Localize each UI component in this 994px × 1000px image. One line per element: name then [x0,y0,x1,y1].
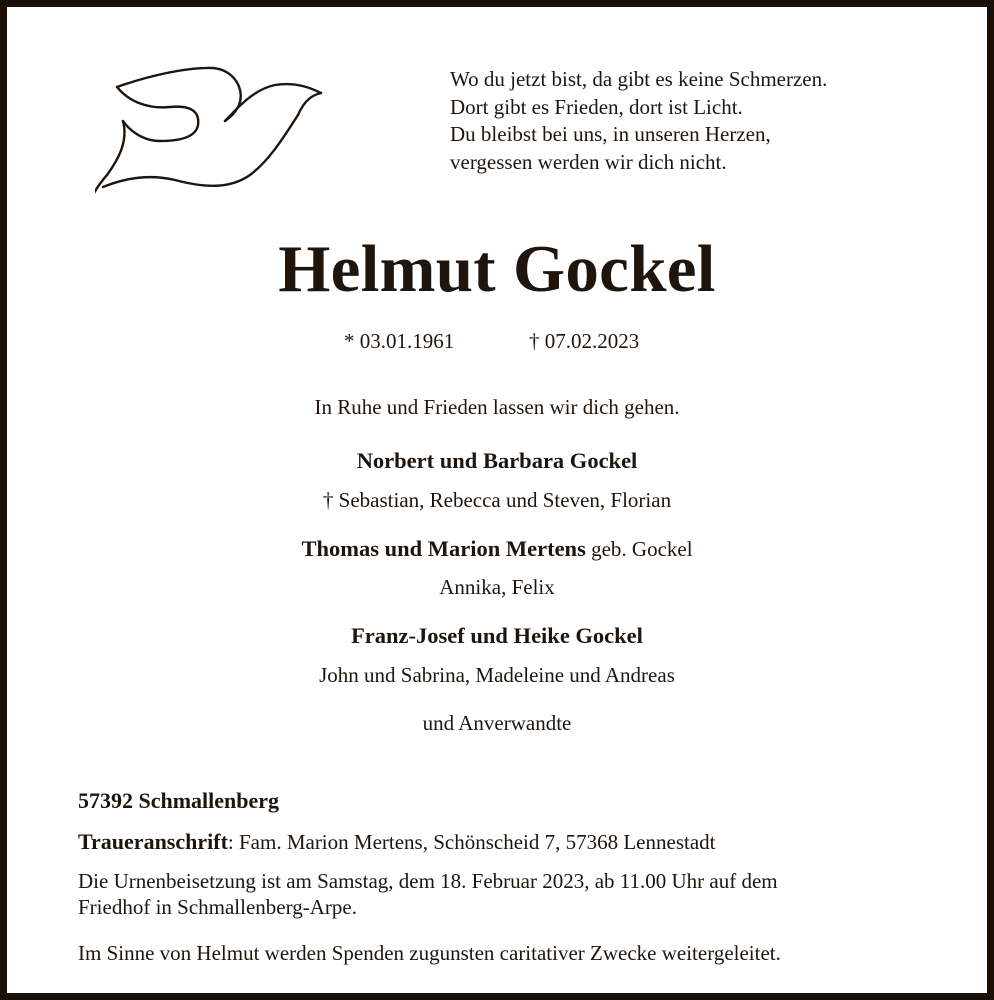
burial-line-1: Die Urnenbeisetzung ist am Samstag, dem 18. Februar 2023, ab 11.00 Uhr auf dem [78,869,778,893]
burial-line-2: Friedhof in Schmallenberg-Arpe. [78,895,357,919]
poem [450,66,827,176]
poem-line: vergessen werden wir dich nicht. [450,149,727,174]
poem-line: Wo du jetzt bist, da gibt es keine Schmerzen. [450,67,828,91]
mourner-suffix-2: geb. Gockel [591,537,693,561]
mourner-names-2: Thomas und Marion Mertens [301,536,586,561]
place-line: 57392 Schmallenberg [78,788,280,813]
mourner-children-2: Annika, Felix [439,575,555,599]
mourner-family-3: Franz-Josef und Heike Gockel [351,623,643,648]
poem-line: Dort gibt es Frieden, dort ist Licht. [450,94,743,119]
poem-line: Du bleibst bei uns, in unseren Herzen, [450,122,771,146]
deceased-name: Helmut Gockel [278,232,716,306]
mourner-family-1: Norbert und Barbara Gockel [356,448,638,473]
birth-date: * 03.01.1961 [344,329,455,353]
relatives-line: und Anverwandte [422,711,572,735]
death-date: † 07.02.2023 [529,329,640,353]
mourner-children-3: John und Sabrina, Madeleine und Andreas [319,663,675,687]
mourner-children-1: † Sebastian, Rebecca und Steven, Florian [322,488,672,512]
donations-line: Im Sinne von Helmut werden Spenden zugunsten caritativer Zwecke weitergeleitet. [78,941,781,965]
burial-info [78,868,778,920]
farewell-line: In Ruhe und Frieden lassen wir dich gehen. [314,395,680,419]
dove-icon [95,65,331,205]
mourning-address-label: Traueranschrift [78,829,228,854]
mourner-family-2 [7,535,987,563]
mourning-address [78,829,716,855]
mourning-address-value: : Fam. Marion Mertens, Schönscheid 7, 57368 Lennestadt [227,830,716,854]
